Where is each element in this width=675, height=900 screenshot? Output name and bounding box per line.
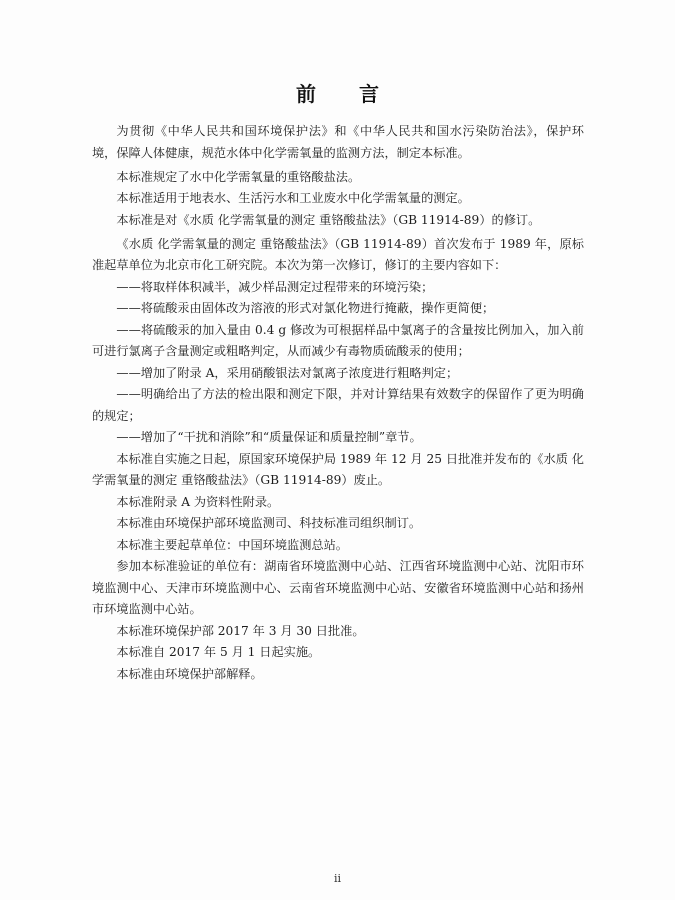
paragraph-applicability: 本标准适用于地表水、生活污水和工业废水中化学需氧量的测定。 [116, 191, 470, 205]
paragraph-interpretation: 本标准由环境保护部解释。 [116, 666, 263, 681]
paragraph-approval: 本标准环境保护部 2017 年 3 月 30 日批准。 [116, 623, 365, 638]
paragraph-purpose: 为贯彻《中华人民共和国环境保护法》和《中华人民共和国水污染防治法》，保护环境，保障人体健康，规范水体中化学需氧量的监测方法，制定本标准。 [92, 124, 584, 160]
paragraph-organizer: 本标准由环境保护部环境监测司、科技标准司组织制订。 [116, 516, 422, 530]
page-title: 前 言 [296, 82, 397, 106]
paragraph-revision-of: 本标准是对《水质 化学需氧量的测定 重铬酸盐法》（GB 11914-89）的修订。 [116, 212, 541, 227]
paragraph-supersedes: 本标准自实施之日起，原国家环境保护局 1989 年 12 月 25 日批准并发布的《水质 化学需氧量的测定 重铬酸盐法》（GB 11914-89）废止。 [92, 451, 584, 487]
paragraph-effective-date: 本标准自 2017 年 5 月 1 日起实施。 [116, 645, 321, 659]
revision-item: ——增加了“干扰和消除”和“质量保证和质量控制”章节。 [116, 430, 422, 444]
page-number: ii [333, 872, 342, 885]
revision-item: ——增加了附录 A，采用硝酸银法对氯离子浓度进行粗略判定； [116, 365, 459, 380]
revision-item: ——将取样体积减半，减少样品测定过程带来的环境污染； [116, 279, 434, 294]
body-text [92, 121, 584, 685]
revision-item: ——明确给出了方法的检出限和测定下限，并对计算结果有效数字的保留作了更为明确的规定； [92, 387, 584, 423]
paragraph-validators: 参加本标准验证的单位有：湖南省环境监测中心站、江西省环境监测中心站、沈阳市环境监测中心、天津市环境监测中心、云南省环境监测中心站、安徽省环境监测中心站和扬州市环境监测中心站。 [92, 559, 584, 616]
revision-item: ——将硫酸汞由固体改为溶液的形式对氯化物进行掩蔽，操作更简便； [116, 301, 495, 315]
paragraph-annex: 本标准附录 A 为资料性附录。 [116, 494, 280, 509]
paragraph-drafter: 本标准主要起草单位：中国环境监测总站。 [116, 537, 348, 552]
paragraph-history: 《水质 化学需氧量的测定 重铬酸盐法》（GB 11914-89）首次发布于 1989 年，原标准起草单位为北京市化工研究院。本次为第一次修订，修订的主要内容如下： [92, 236, 584, 272]
paragraph-scope-method: 本标准规定了水中化学需氧量的重铬酸盐法。 [116, 169, 361, 184]
revision-item: ——将硫酸汞的加入量由 0.4 g 修改为可根据样品中氯离子的含量按比例加入，加入前可进行氯离子含量测定或粗略判定，从而减少有毒物质硫酸汞的使用； [92, 322, 584, 358]
